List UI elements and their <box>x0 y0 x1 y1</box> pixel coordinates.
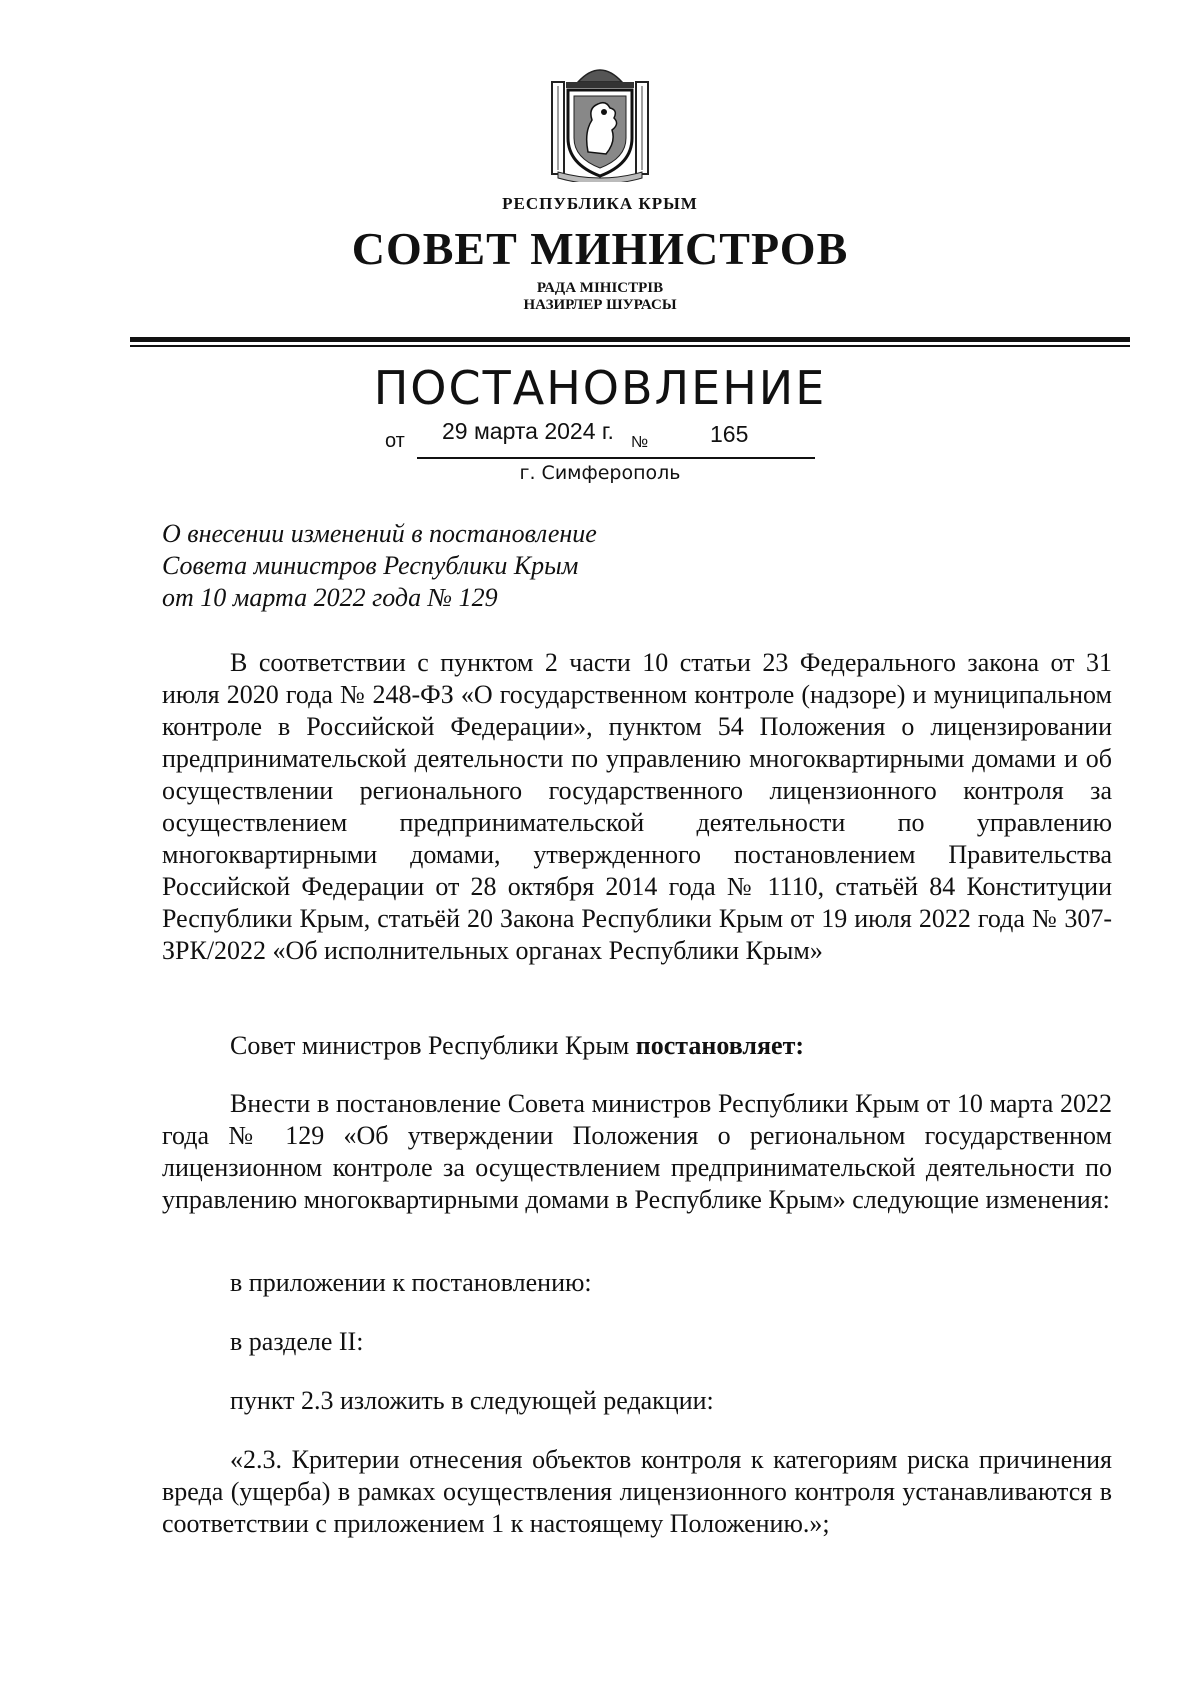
number-sign: № <box>631 434 649 451</box>
document-type-title: ПОСТАНОВЛЕНИЕ <box>373 361 827 415</box>
subject-line: Совета министров Республики Крым <box>162 551 579 580</box>
crimea-coat-of-arms-icon <box>548 60 652 182</box>
preamble-text: В соответствии с пунктом 2 части 10 статьи 23 Федерального закона от 31 июля 2020 года № 248-ФЗ «О государственном контроле (надзоре) и муниципальном контроле в Российской Федерации», пунктом 54 Положения о лицензировании предпринимательской деятельности по управлению многоквартирными домами и об осуществлении регионального государственного лицензионного контроля за осуществлением предпринимательской деятельности по управлению многоквартирными домами, утвержденного постановлением Правительства Российской Федерации от 28 октября 2014 года № 1110, статьёй 84 Конституции Республики Крым, статьёй 20 Закона Республики Крым от 19 июля 2022 года № 307-ЗРК/2022 «Об исполнительных органах Республики Крым» <box>162 648 1112 965</box>
resolves-text: Совет министров Республики Крым <box>230 1031 636 1060</box>
preamble-paragraph <box>162 647 1112 967</box>
decree-city: г. Симферополь <box>519 462 681 484</box>
subject-line: от 10 марта 2022 года № 129 <box>162 583 498 612</box>
decree-subject <box>162 518 597 614</box>
new-text-paragraph <box>162 1444 1112 1540</box>
council-name-crimean-tatar: НАЗИРЛЕР ШУРАСЫ <box>523 297 677 314</box>
section-paragraph: в разделе II: <box>230 1327 364 1356</box>
council-name-ukrainian: РАДА МІНІСТРІВ <box>536 280 664 296</box>
decree-date-number-row <box>385 420 825 460</box>
header-divider-thin <box>130 345 1130 347</box>
council-name: СОВЕТ МИНИСТРОВ <box>351 223 849 274</box>
appendix-paragraph: в приложении к постановлению: <box>230 1268 592 1297</box>
header-divider-thick <box>130 337 1130 342</box>
item-paragraph: пункт 2.3 изложить в следующей редакции: <box>230 1386 714 1415</box>
decree-date: 29 марта 2024 г. <box>442 418 614 444</box>
council-name-translations <box>0 280 1200 315</box>
republic-name: РЕСПУБЛИКА КРЫМ <box>502 194 698 213</box>
resolves-paragraph <box>230 1030 804 1062</box>
date-prefix: от <box>385 430 405 452</box>
amend-paragraph <box>162 1088 1112 1216</box>
amend-text: Внести в постановление Совета министров Республики Крым от 10 марта 2022 года № 129 «Об утверждении Положения о региональном государственном лицензионном контроле за осуществлением предпринимательской деятельности по управлению многоквартирными домами в Республике Крым» следующие изменения: <box>162 1089 1112 1214</box>
date-underline <box>417 457 815 459</box>
resolves-bold: постановляет: <box>635 1031 805 1060</box>
new-text: «2.3. Критерии отнесения объектов контроля к категориям риска причинения вреда (ущерба) в рамках осуществления лицензионного контроля устанавливаются в соответствии с приложением 1 к настоящему Положению.»; <box>162 1445 1112 1538</box>
subject-line: О внесении изменений в постановление <box>162 519 597 548</box>
decree-number: 165 <box>710 421 749 447</box>
